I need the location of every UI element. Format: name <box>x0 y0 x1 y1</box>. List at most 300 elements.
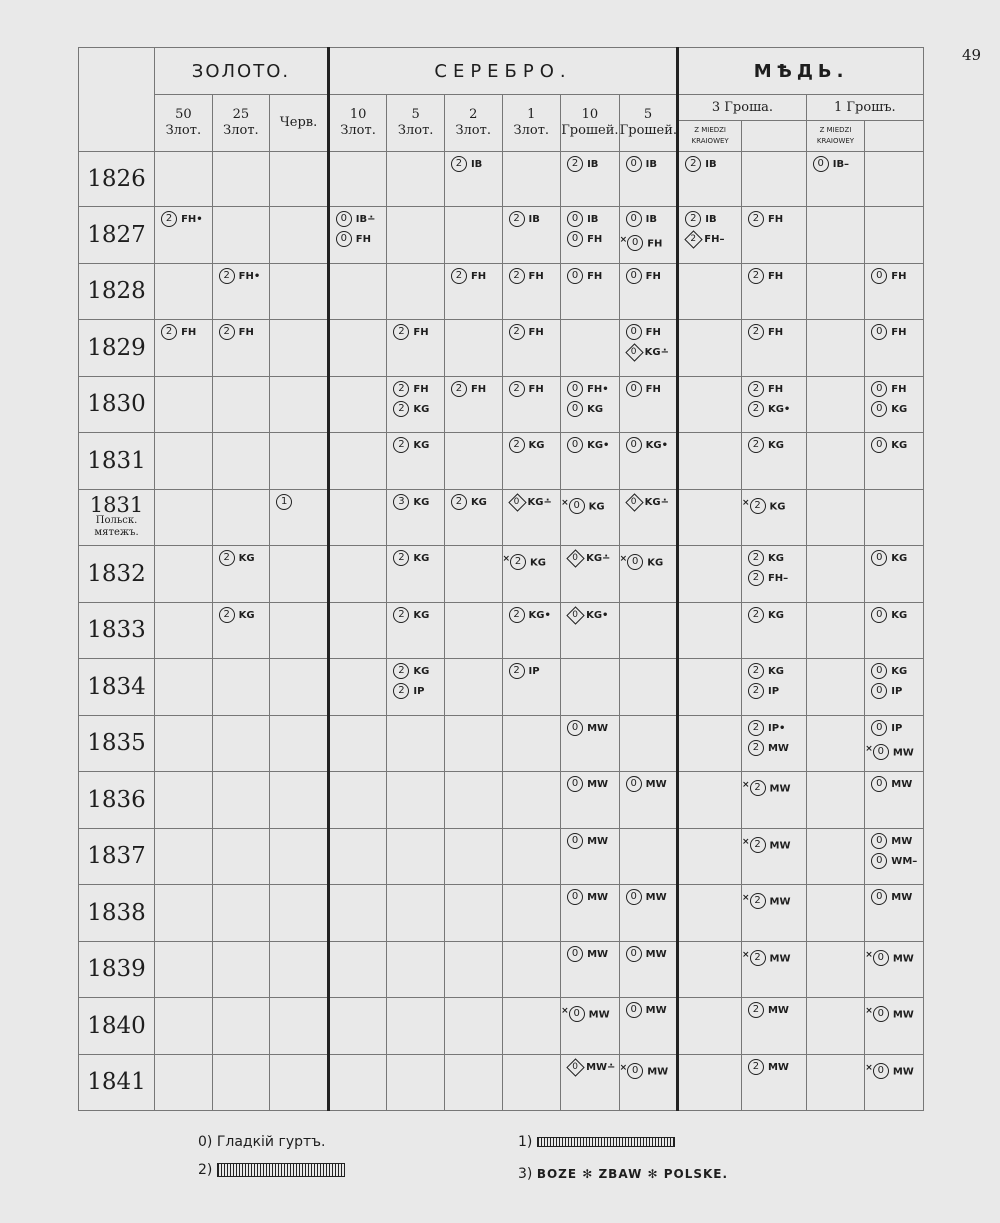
coin-cell <box>741 546 806 603</box>
coin-cell <box>328 152 387 207</box>
edge-type-circle-icon: 2 <box>509 211 525 227</box>
year-label: 1838 <box>87 899 146 926</box>
coin-cell <box>387 1054 445 1111</box>
table-row <box>79 489 924 546</box>
coin-cell <box>212 320 270 377</box>
coin-cell <box>387 659 445 716</box>
coin-cell <box>387 998 445 1055</box>
coin-entry: 0 MW <box>561 942 619 964</box>
edge-type-circle-icon: 0 <box>567 211 583 227</box>
coin-cell <box>678 715 742 772</box>
coin-entry: × 2 MW <box>741 836 791 851</box>
edge-type-circle-icon: 2 <box>748 211 764 227</box>
coin-entry: 2 IB <box>561 152 619 174</box>
coin-cell <box>502 998 561 1055</box>
edge-type-circle-icon: 0 <box>871 550 887 566</box>
edge-type-circle-icon: 2 <box>219 550 235 566</box>
coin-cell <box>806 376 865 433</box>
year-label: 1832 <box>87 560 146 587</box>
coin-cell <box>444 376 502 433</box>
table-row <box>79 659 924 716</box>
coin-cell <box>387 941 445 998</box>
coin-entry: × 2 MW <box>741 949 791 964</box>
coin-cell <box>741 1054 806 1111</box>
edge-type-diamond-icon: 0 <box>509 494 525 510</box>
coin-entry: 0 MW <box>561 772 619 794</box>
coin-cell <box>806 602 865 659</box>
coin-entry: 2 IP <box>742 681 806 701</box>
coin-cell <box>806 828 865 885</box>
coin-entry: 0 IB∸ <box>330 207 387 229</box>
year-cell <box>79 263 155 320</box>
silver-denomination-1: 5 Злот. <box>387 95 445 152</box>
coin-entry: 0 MW <box>561 885 619 907</box>
copper-subnote-0: Z MIEDZI KRAIOWEY <box>678 121 742 152</box>
edge-type-circle-icon: 0 <box>813 156 829 172</box>
coin-cell <box>444 659 502 716</box>
coin-cell <box>806 772 865 829</box>
coin-cell <box>328 263 387 320</box>
silver-denomination-5: 5 Грошей. <box>619 95 678 152</box>
year-label: 1834 <box>87 673 146 700</box>
coin-cell <box>741 207 806 264</box>
coin-cell <box>619 715 678 772</box>
coin-cell <box>328 885 387 942</box>
footnote-1 <box>518 1134 675 1150</box>
coin-entry: 2 IB <box>445 152 502 174</box>
coin-cell <box>678 828 742 885</box>
coin-cell <box>678 602 742 659</box>
coin-entry: × 0 KG <box>619 554 664 569</box>
edge-type-circle-icon: 0 <box>567 776 583 792</box>
coin-cell <box>502 320 561 377</box>
coin-entry: × 2 MW <box>741 893 791 908</box>
coin-cell <box>328 546 387 603</box>
copper-denomination-1: 1 Грошъ. <box>806 95 923 121</box>
edge-type-circle-icon: 2 <box>748 570 764 586</box>
table-row <box>79 152 924 207</box>
edge-type-circle-icon: 0 <box>567 268 583 284</box>
year-cell <box>79 659 155 716</box>
edge-type-circle-icon: 2 <box>750 893 766 909</box>
coin-cell <box>865 376 924 433</box>
copper-denomination-0: 3 Гроша. <box>678 95 806 121</box>
edge-type-circle-icon: 0 <box>873 1006 889 1022</box>
coin-cell <box>561 659 620 716</box>
coin-cell <box>619 885 678 942</box>
coin-entry: 0 MW <box>865 885 923 907</box>
coin-entry: 0 KG <box>865 546 923 568</box>
coin-cell <box>444 207 502 264</box>
coin-cell <box>741 659 806 716</box>
coin-cell <box>619 828 678 885</box>
coin-cell <box>387 433 445 490</box>
coin-cell <box>806 263 865 320</box>
table-row <box>79 207 924 264</box>
coin-cell <box>270 152 329 207</box>
corner-cell <box>79 48 155 152</box>
gold-denomination-2: Черв. <box>270 95 329 152</box>
coin-cell <box>741 885 806 942</box>
coin-entry: 0 KG <box>561 399 619 419</box>
footnote-0-mark: 0) <box>198 1134 213 1150</box>
edge-type-circle-icon: 2 <box>750 837 766 853</box>
edge-type-circle-icon: 0 <box>871 401 887 417</box>
edge-type-circle-icon: 0 <box>626 211 642 227</box>
coin-cell <box>561 998 620 1055</box>
coin-cell <box>865 715 924 772</box>
coin-cell <box>328 659 387 716</box>
year-label: 1827 <box>87 221 146 248</box>
coin-cell <box>502 828 561 885</box>
table-row <box>79 320 924 377</box>
coin-entry: 0 KG• <box>561 603 619 625</box>
coin-entry: 2 FH <box>742 377 806 399</box>
coin-cell <box>212 772 270 829</box>
edge-type-circle-icon: 2 <box>451 381 467 397</box>
coin-cell <box>561 885 620 942</box>
edge-type-circle-icon: 2 <box>509 268 525 284</box>
gold-denomination-1: 25 Злот. <box>212 95 270 152</box>
edge-type-circle-icon: 0 <box>626 156 642 172</box>
coin-entry: 0 MW <box>620 885 677 907</box>
footnote-3-mark: 3) <box>518 1166 533 1182</box>
coin-cell <box>865 828 924 885</box>
coin-cell <box>561 546 620 603</box>
coin-cell <box>561 772 620 829</box>
year-cell <box>79 941 155 998</box>
coin-cell <box>865 207 924 264</box>
coin-cell <box>270 772 329 829</box>
coin-entry: 0 FH <box>865 320 923 342</box>
coin-cell <box>387 489 445 546</box>
coin-cell <box>865 489 924 546</box>
coin-cell <box>619 602 678 659</box>
table-row <box>79 433 924 490</box>
edge-type-circle-icon: 2 <box>685 156 701 172</box>
coin-entry: 0 MW <box>865 829 923 851</box>
edge-type-circle-icon: 0 <box>871 853 887 869</box>
edge-type-circle-icon: 2 <box>748 683 764 699</box>
coin-cell <box>444 1054 502 1111</box>
coin-cell <box>270 320 329 377</box>
coin-entry: × 0 MW <box>865 743 914 758</box>
table-row <box>79 828 924 885</box>
coin-cell <box>806 885 865 942</box>
edge-type-circle-icon: 2 <box>509 324 525 340</box>
coin-cell <box>741 376 806 433</box>
edge-type-circle-icon: 0 <box>871 437 887 453</box>
coin-entry: 2 MW <box>742 1055 806 1077</box>
coin-entry: 2 KG <box>387 546 444 568</box>
edge-type-circle-icon: 0 <box>627 1063 643 1079</box>
coin-cell <box>741 489 806 546</box>
coin-cell <box>678 772 742 829</box>
coin-entry: 2 FH <box>445 377 502 399</box>
coin-cell <box>806 659 865 716</box>
coin-entry: × 0 MW <box>865 1062 914 1077</box>
coin-cell <box>865 772 924 829</box>
coin-cell <box>155 885 213 942</box>
coin-entry: 0 KG <box>865 659 923 681</box>
coin-entry: 3 KG <box>387 490 444 512</box>
edge-type-circle-icon: 2 <box>393 324 409 340</box>
gold-denomination-0: 50 Злот. <box>155 95 213 152</box>
edge-type-circle-icon: 2 <box>750 950 766 966</box>
edge-type-circle-icon: 2 <box>685 211 701 227</box>
coin-cell <box>619 152 678 207</box>
coin-cell <box>212 715 270 772</box>
coin-cell <box>678 433 742 490</box>
edge-type-circle-icon: 2 <box>219 607 235 623</box>
edge-type-circle-icon: 0 <box>627 554 643 570</box>
edge-type-circle-icon: 1 <box>276 494 292 510</box>
edge-type-circle-icon: 3 <box>393 494 409 510</box>
coin-entry: 2 FH• <box>213 264 270 286</box>
coin-cell <box>444 489 502 546</box>
coin-cell <box>155 376 213 433</box>
coin-entry: 2 IP <box>387 681 444 701</box>
coin-cell <box>387 772 445 829</box>
coin-cell <box>865 263 924 320</box>
edge-type-circle-icon: 2 <box>567 156 583 172</box>
coin-cell <box>212 885 270 942</box>
coin-entry: 2 KG <box>387 659 444 681</box>
year-cell <box>79 376 155 433</box>
coin-entry: 0 FH <box>561 229 619 249</box>
coin-cell <box>561 320 620 377</box>
coin-entry: 0 MW <box>561 716 619 738</box>
edge-type-diamond-icon: 0 <box>567 550 583 566</box>
coin-cell <box>155 320 213 377</box>
edge-type-circle-icon: 2 <box>748 740 764 756</box>
coin-entry: 2 FH– <box>679 229 741 249</box>
edge-type-circle-icon: 0 <box>569 1006 585 1022</box>
coin-cell <box>270 489 329 546</box>
table-row <box>79 941 924 998</box>
coin-cell <box>619 546 678 603</box>
coin-entry: × 0 MW <box>619 1062 669 1077</box>
coin-entry: 0 KG <box>865 603 923 625</box>
coin-cell <box>678 1054 742 1111</box>
edge-type-diamond-icon: 2 <box>685 231 701 247</box>
coin-cell <box>155 998 213 1055</box>
coin-entry: 0 KG <box>865 399 923 419</box>
edge-type-circle-icon: 0 <box>871 663 887 679</box>
coin-cell <box>678 320 742 377</box>
year-cell <box>79 489 155 546</box>
edge-type-circle-icon: 2 <box>509 663 525 679</box>
coin-cell <box>444 828 502 885</box>
coin-cell <box>619 207 678 264</box>
coin-entry: 0 KG∸ <box>620 490 677 512</box>
copper-header: МѢДЬ. <box>678 48 924 95</box>
coin-cell <box>270 659 329 716</box>
coin-cell <box>444 320 502 377</box>
year-cell <box>79 207 155 264</box>
edge-type-circle-icon: 0 <box>567 833 583 849</box>
year-cell <box>79 828 155 885</box>
copper-subnote-blank-1 <box>865 121 924 152</box>
edge-type-circle-icon: 0 <box>871 833 887 849</box>
coin-cell <box>270 885 329 942</box>
coin-cell <box>619 489 678 546</box>
edge-type-circle-icon: 2 <box>161 211 177 227</box>
coin-entry: × 0 FH <box>619 235 663 250</box>
coin-cell <box>561 1054 620 1111</box>
year-cell <box>79 433 155 490</box>
coin-cell <box>155 772 213 829</box>
coin-cell <box>328 489 387 546</box>
coin-entry: 2 FH <box>742 264 806 286</box>
coin-cell <box>865 659 924 716</box>
edge-pattern-1 <box>537 1137 675 1147</box>
coin-cell <box>678 263 742 320</box>
coin-entry: 0 MW <box>865 772 923 794</box>
table-row <box>79 715 924 772</box>
coin-cell <box>328 207 387 264</box>
edge-type-circle-icon: 0 <box>569 498 585 514</box>
edge-type-circle-icon: 0 <box>873 950 889 966</box>
coin-cell <box>678 489 742 546</box>
edge-type-circle-icon: 0 <box>336 231 352 247</box>
coin-cell <box>561 433 620 490</box>
coin-cell <box>502 263 561 320</box>
coin-entry: 2 FH• <box>155 207 212 229</box>
edge-type-circle-icon: 2 <box>451 156 467 172</box>
coin-entry: 2 IB <box>679 207 741 229</box>
coin-cell <box>212 263 270 320</box>
edge-type-circle-icon: 0 <box>626 381 642 397</box>
coin-entry: × 2 KG <box>502 554 547 569</box>
year-label: 1833 <box>87 617 146 644</box>
coin-cell <box>387 263 445 320</box>
coin-cell <box>328 320 387 377</box>
coin-cell <box>619 659 678 716</box>
coin-cell <box>212 659 270 716</box>
edge-type-circle-icon: 2 <box>451 268 467 284</box>
edge-type-circle-icon: 0 <box>871 381 887 397</box>
year-cell <box>79 772 155 829</box>
coin-entry: 2 KG• <box>503 603 561 625</box>
edge-type-circle-icon: 0 <box>567 231 583 247</box>
edge-type-circle-icon: 2 <box>219 324 235 340</box>
coin-cell <box>212 1054 270 1111</box>
coin-entry: 2 KG <box>213 546 270 568</box>
edge-type-circle-icon: 0 <box>871 268 887 284</box>
edge-type-circle-icon: 2 <box>750 780 766 796</box>
coin-entry: 0 KG∸ <box>620 342 677 362</box>
year-cell <box>79 546 155 603</box>
footnote-0 <box>198 1134 326 1150</box>
coin-entry: 2 KG <box>213 603 270 625</box>
page-number: 49 <box>962 46 982 64</box>
edge-type-circle-icon: 2 <box>509 381 525 397</box>
edge-type-circle-icon: 0 <box>626 946 642 962</box>
edge-type-circle-icon: 2 <box>748 381 764 397</box>
table-row <box>79 263 924 320</box>
year-label: 1835 <box>87 730 146 757</box>
coin-cell <box>328 376 387 433</box>
edge-pattern-2 <box>217 1163 345 1177</box>
coin-cell <box>806 207 865 264</box>
coin-cell <box>806 152 865 207</box>
coin-cell <box>387 828 445 885</box>
coin-entry: 0 MW <box>620 942 677 964</box>
coin-cell <box>806 941 865 998</box>
edge-type-circle-icon: 2 <box>393 550 409 566</box>
coin-cell <box>678 659 742 716</box>
year-label: 1831 <box>89 493 144 518</box>
coin-cell <box>619 376 678 433</box>
coin-cell <box>741 772 806 829</box>
coin-entry: 0 FH <box>865 377 923 399</box>
coin-cell <box>678 546 742 603</box>
edge-type-circle-icon: 2 <box>748 268 764 284</box>
silver-denomination-0: 10 Злот. <box>328 95 387 152</box>
coin-entry: 2 FH– <box>742 568 806 588</box>
coin-cell <box>561 207 620 264</box>
coin-cell <box>270 207 329 264</box>
coin-entry: 0 MW <box>620 772 677 794</box>
coin-cell <box>155 433 213 490</box>
coin-entry: 2 KG <box>742 603 806 625</box>
year-label: 1840 <box>87 1012 146 1039</box>
edge-type-circle-icon: 2 <box>509 607 525 623</box>
coin-entry: 2 FH <box>445 264 502 286</box>
coin-cell <box>619 941 678 998</box>
edge-type-circle-icon: 2 <box>748 1059 764 1075</box>
coin-cell <box>387 546 445 603</box>
edge-type-circle-icon: 0 <box>626 776 642 792</box>
edge-type-circle-icon: 0 <box>567 401 583 417</box>
footnote-0-text: Гладкій гуртъ. <box>216 1134 326 1150</box>
coin-entry: 2 KG <box>742 546 806 568</box>
edge-type-circle-icon: 2 <box>748 550 764 566</box>
year-cell <box>79 320 155 377</box>
edge-type-circle-icon: 2 <box>393 607 409 623</box>
coin-entry: 2 IP <box>503 659 561 681</box>
coin-cell <box>270 1054 329 1111</box>
coin-cell <box>444 263 502 320</box>
edge-type-diamond-icon: 0 <box>567 1059 583 1075</box>
coin-cell <box>212 489 270 546</box>
edge-type-circle-icon: 2 <box>393 381 409 397</box>
edge-type-diamond-icon: 0 <box>626 344 642 360</box>
coin-cell <box>502 546 561 603</box>
coin-cell <box>502 885 561 942</box>
silver-denomination-2: 2 Злот. <box>444 95 502 152</box>
edge-type-circle-icon: 2 <box>219 268 235 284</box>
coin-cell <box>270 376 329 433</box>
year-cell <box>79 152 155 207</box>
coin-cell <box>270 998 329 1055</box>
coin-entry: 0 IB– <box>807 152 865 174</box>
coin-entry: 2 FH <box>155 320 212 342</box>
coin-cell <box>561 152 620 207</box>
edge-type-circle-icon: 2 <box>393 401 409 417</box>
coin-cell <box>865 941 924 998</box>
footnote-3 <box>518 1166 728 1182</box>
coin-entry: 2 KG <box>742 433 806 455</box>
coin-cell <box>741 320 806 377</box>
coin-cell <box>741 602 806 659</box>
edge-type-circle-icon: 2 <box>748 1002 764 1018</box>
coin-cell <box>155 152 213 207</box>
edge-type-circle-icon: 0 <box>871 607 887 623</box>
coin-cell <box>270 828 329 885</box>
edge-type-circle-icon: 0 <box>871 776 887 792</box>
